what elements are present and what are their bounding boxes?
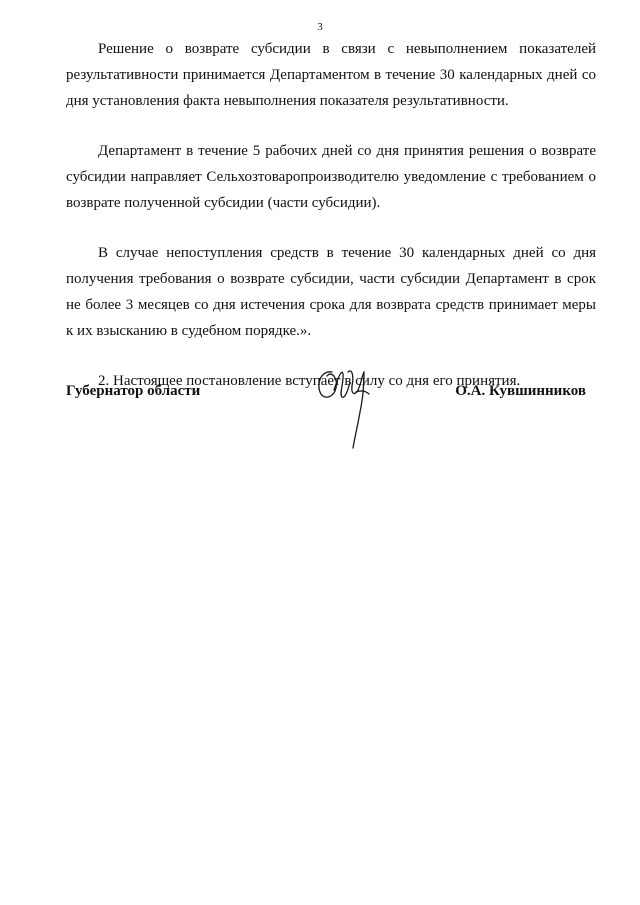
paragraph-refund-notice: Департамент в течение 5 рабочих дней со дня принятия решения о возврате субсидии направляет Сельхозтоваропроизводителю уведомление с требованием о возврате полученной субсидии (части субсидии). [66, 143, 596, 211]
handwritten-signature [312, 364, 382, 454]
signatory-position: Губернатор области [66, 383, 201, 399]
paragraph-court-recovery: В случае непоступления средств в течение 30 календарных дней со дня получения требования о возврате субсидии, части субсидии Департамент в срок не более 3 месяцев со дня истечения срока для возврата средств принимает меры к их взысканию в судебном порядке.». [66, 245, 596, 339]
paragraph-effective-date: 2. Настоящее постановление вступает в силу со дня его принятия. [98, 373, 521, 389]
signatory-name: О.А. Кувшинников [455, 383, 586, 399]
document-body [66, 36, 596, 394]
page-number: 3 [317, 21, 323, 33]
paragraph-refund-decision: Решение о возврате субсидии в связи с невыполнением показателей результативности принимается Департаментом в течение 30 календарных дней со дня установления факта невыполнения показателя результативности. [66, 41, 596, 109]
